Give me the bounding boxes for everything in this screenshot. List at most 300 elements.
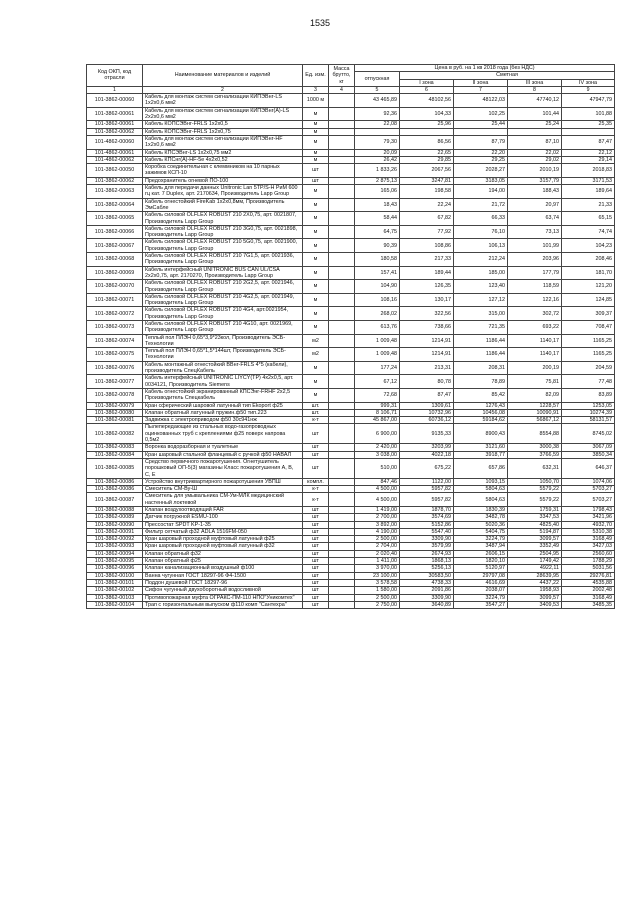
zone2-price-cell: 2038,07 [454, 587, 508, 594]
release-price-cell: 92,36 [355, 107, 400, 121]
unit-cell: м [303, 388, 329, 402]
release-price-cell: 104,90 [355, 280, 400, 294]
mass-cell [329, 458, 355, 478]
mass-cell [329, 424, 355, 444]
name-cell: Ванна чугунная ГОСТ 18297-96 Ф4-1500 [143, 572, 303, 579]
unit-cell: м [303, 121, 329, 128]
release-price-cell: 613,76 [355, 320, 400, 334]
zone1-price-cell: 5256,13 [400, 565, 454, 572]
zone4-price-cell: 3067,09 [562, 444, 615, 451]
zone2-price-cell: 194,00 [454, 185, 508, 199]
unit-cell: компл. [303, 478, 329, 485]
table-row [87, 514, 615, 521]
code-cell: 101-3862-00076 [87, 361, 143, 375]
unit-cell: шт [303, 594, 329, 601]
unit-cell: 1000 м [303, 94, 329, 108]
mass-cell [329, 451, 355, 458]
code-cell: 101-3862-00089 [87, 514, 143, 521]
mass-cell [329, 558, 355, 565]
name-cell: Кабель силовой OLFLEX ROBUST 210 4G10, арт. 0021969, Производитель Lapp Group [143, 320, 303, 334]
code-cell: 101-3862-00078 [87, 388, 143, 402]
zone1-price-cell: 22,24 [400, 198, 454, 212]
zone3-price-cell [508, 128, 562, 135]
zone3-price-cell: 118,59 [508, 280, 562, 294]
zone1-price-cell: 217,33 [400, 253, 454, 267]
code-cell: 101-3862-00050 [87, 164, 143, 178]
unit-cell: м [303, 320, 329, 334]
zone2-price-cell: 3482,78 [454, 514, 508, 521]
zone3-price-cell: 25,24 [508, 121, 562, 128]
unit-cell: м [303, 307, 329, 321]
column-number: 8 [508, 86, 562, 93]
table-row [87, 375, 615, 389]
unit-cell: м [303, 266, 329, 280]
unit-cell: шт [303, 601, 329, 608]
zone1-price-cell: 4022,18 [400, 451, 454, 458]
zone2-price-cell: 66,33 [454, 212, 508, 226]
column-number: 2 [143, 86, 303, 93]
zone4-price-cell: 74,74 [562, 225, 615, 239]
table-row [87, 550, 615, 557]
zone3-price-cell: 177,79 [508, 266, 562, 280]
release-price-cell: 2 500,00 [355, 594, 400, 601]
zone2-price-cell [454, 128, 508, 135]
unit-cell: шт [303, 164, 329, 178]
zone2-price-cell: 8900,43 [454, 424, 508, 444]
name-cell: Кабель силовой OLFLEX ROBUST 210 3G0,75, арт. 0021898, Производитель Lapp Group [143, 225, 303, 239]
release-price-cell: 847,46 [355, 478, 400, 485]
code-cell: 101-3862-00103 [87, 594, 143, 601]
column-number: 5 [355, 86, 400, 93]
name-cell: Кран шаровый стальной фланцевый с ручкой ф50 НАВАЛ [143, 451, 303, 458]
name-cell: Кабель монтажный огнестойкий ВВнг-FRLS 4*5 (кабели), производитель СпецКабель [143, 361, 303, 375]
mass-cell [329, 293, 355, 307]
name-cell: Кабель силовой OLFLEX ROBUST 210 2G2,5, арт. 0021946, Производитель Lapp Group [143, 280, 303, 294]
zone4-price-cell: 3485,35 [562, 601, 615, 608]
table-row [87, 536, 615, 543]
zone3-price-cell: 56867,12 [508, 417, 562, 424]
zone1-price-cell: 29,85 [400, 156, 454, 163]
release-price-cell: 180,58 [355, 253, 400, 267]
zone3-price-cell: 82,09 [508, 388, 562, 402]
zone4-price-cell: 47947,79 [562, 94, 615, 108]
zone1-price-cell: 77,92 [400, 225, 454, 239]
table-row [87, 280, 615, 294]
zone1-price-cell: 738,66 [400, 320, 454, 334]
zone3-price-cell: 3409,53 [508, 601, 562, 608]
zone2-price-cell: 102,25 [454, 107, 508, 121]
zone3-price-cell: 1140,17 [508, 334, 562, 348]
code-cell: 101-3862-00071 [87, 293, 143, 307]
zone4-price-cell: 21,33 [562, 198, 615, 212]
mass-cell [329, 149, 355, 156]
zone1-price-cell: 30583,50 [400, 572, 454, 579]
zone1-price-cell: 675,22 [400, 458, 454, 478]
zone3-price-cell: 3352,49 [508, 543, 562, 550]
zone1-price-cell: 126,35 [400, 280, 454, 294]
table-row [87, 417, 615, 424]
zone4-price-cell: 25,35 [562, 121, 615, 128]
unit-cell: м2 [303, 334, 329, 348]
unit-cell: м [303, 239, 329, 253]
name-cell: Клапан канализационный воздушный ф100 [143, 565, 303, 572]
mass-cell [329, 156, 355, 163]
column-number: 6 [400, 86, 454, 93]
zone1-price-cell: 10732,96 [400, 409, 454, 416]
release-price-cell: 177,24 [355, 361, 400, 375]
name-cell: Коробка соединительная с клеммником на 10 парных зажимов КСП-10 [143, 164, 303, 178]
zone1-price-cell: 22,65 [400, 149, 454, 156]
header-release: отпускная [355, 72, 400, 87]
zone1-price-cell: 213,31 [400, 361, 454, 375]
release-price-cell: 3 970,00 [355, 565, 400, 572]
zone4-price-cell: 4932,70 [562, 521, 615, 528]
name-cell: Кабель силовой OLFLEX ROBUST 210 7G1,5, арт. 0021936, Производитель Lapp Group [143, 253, 303, 267]
zone1-price-cell: 3640,89 [400, 601, 454, 608]
unit-cell: шт [303, 444, 329, 451]
zone1-price-cell: 1868,13 [400, 558, 454, 565]
table-row [87, 225, 615, 239]
name-cell: Пылепередающие из стальных водо-газопроводных оцинкованных труб с креплениями ф25 поверх напрова 0,5м2 [143, 424, 303, 444]
release-price-cell [355, 128, 400, 135]
table-row [87, 424, 615, 444]
mass-cell [329, 375, 355, 389]
column-number: 7 [454, 86, 508, 93]
zone1-price-cell: 1214,91 [400, 348, 454, 362]
zone2-price-cell: 5804,63 [454, 493, 508, 507]
zone4-price-cell: 104,23 [562, 239, 615, 253]
zone4-price-cell: 2018,83 [562, 164, 615, 178]
zone3-price-cell: 188,43 [508, 185, 562, 199]
unit-cell: шт. [303, 409, 329, 416]
zone1-price-cell: 1309,61 [400, 402, 454, 409]
table-row [87, 94, 615, 108]
zone1-price-cell: 3247,81 [400, 177, 454, 184]
zone1-price-cell: 4738,33 [400, 579, 454, 586]
release-price-cell: 1 009,48 [355, 334, 400, 348]
name-cell: Кабель для передачи данных Unitronic Lan 5TP/S-H РиМ 600 гц кат. 7 Duplex, арт. 2170634, Производитель Lapp Group [143, 185, 303, 199]
mass-cell [329, 572, 355, 579]
zone2-price-cell: 10456,08 [454, 409, 508, 416]
zone1-price-cell: 3574,69 [400, 514, 454, 521]
code-cell: 101-3862-00067 [87, 239, 143, 253]
zone2-price-cell: 76,10 [454, 225, 508, 239]
code-cell: 101-3862-00101 [87, 579, 143, 586]
zone1-price-cell: 80,78 [400, 375, 454, 389]
zone4-price-cell: 1798,43 [562, 507, 615, 514]
unit-cell: м [303, 198, 329, 212]
code-cell: 101-3862-00094 [87, 550, 143, 557]
zone3-price-cell: 1050,70 [508, 478, 562, 485]
zone4-price-cell: 1165,25 [562, 348, 615, 362]
mass-cell [329, 107, 355, 121]
zone2-price-cell: 3547,27 [454, 601, 508, 608]
table-row [87, 572, 615, 579]
unit-cell: шт. [303, 402, 329, 409]
code-cell: 101-3862-00086 [87, 486, 143, 493]
zone3-price-cell: 3000,38 [508, 444, 562, 451]
mass-cell [329, 239, 355, 253]
name-cell: Кабель силовой OLFLEX ROBUST 210 4G4, арт.0021954, Производитель Lapp Group [143, 307, 303, 321]
zone4-price-cell: 3168,49 [562, 536, 615, 543]
release-price-cell: 6 900,00 [355, 424, 400, 444]
code-cell: 101-3862-00084 [87, 451, 143, 458]
table-row [87, 156, 615, 163]
zone3-price-cell: 20,97 [508, 198, 562, 212]
zone4-price-cell: 77,48 [562, 375, 615, 389]
code-cell: 101-3862-00087 [87, 493, 143, 507]
mass-cell [329, 507, 355, 514]
zone3-price-cell: 5579,22 [508, 493, 562, 507]
zone4-price-cell: 5703,27 [562, 493, 615, 507]
name-cell: Кабель силовой OLFLEX ROBUST 210 4G2,5, арт. 0021949, Производитель Lapp Group [143, 293, 303, 307]
table-row [87, 135, 615, 149]
code-cell: 101-3862-00066 [87, 225, 143, 239]
zone4-price-cell [562, 128, 615, 135]
zone4-price-cell: 101,88 [562, 107, 615, 121]
header-zone-2: II зона [454, 79, 508, 86]
zone4-price-cell: 58131,57 [562, 417, 615, 424]
zone1-price-cell: 130,17 [400, 293, 454, 307]
zone1-price-cell: 3309,90 [400, 594, 454, 601]
zone1-price-cell: 60736,12 [400, 417, 454, 424]
name-cell: Кран шаровый проходной муфтовый латунный ф32 [143, 543, 303, 550]
zone4-price-cell: 65,15 [562, 212, 615, 226]
release-price-cell: 18,43 [355, 198, 400, 212]
unit-cell: к-т [303, 417, 329, 424]
table-row [87, 320, 615, 334]
zone1-price-cell: 5152,86 [400, 521, 454, 528]
zone3-price-cell: 4922,11 [508, 565, 562, 572]
unit-cell: шт [303, 558, 329, 565]
name-cell: Кабель огнестойкий FireKab 1х2х0,8мм, Производитель ЭмСаблe [143, 198, 303, 212]
table-row [87, 334, 615, 348]
zone4-price-cell: 5703,27 [562, 486, 615, 493]
code-cell: 101-3862-00096 [87, 565, 143, 572]
unit-cell: шт [303, 543, 329, 550]
table-row [87, 361, 615, 375]
release-price-cell: 4 500,00 [355, 493, 400, 507]
code-cell: 101-3862-00079 [87, 402, 143, 409]
mass-cell [329, 579, 355, 586]
zone1-price-cell: 198,58 [400, 185, 454, 199]
zone2-price-cell: 106,13 [454, 239, 508, 253]
zone2-price-cell: 3224,79 [454, 536, 508, 543]
release-price-cell: 2 750,00 [355, 601, 400, 608]
table-row [87, 388, 615, 402]
table-row [87, 478, 615, 485]
name-cell: Кабель КПСЭВнг-LS 1х2х0,75 мм2 [143, 149, 303, 156]
table-row [87, 402, 615, 409]
zone3-price-cell: 122,16 [508, 293, 562, 307]
zone4-price-cell: 5310,38 [562, 528, 615, 535]
zone4-price-cell: 708,47 [562, 320, 615, 334]
unit-cell: м [303, 212, 329, 226]
zone2-price-cell: 185,00 [454, 266, 508, 280]
mass-cell [329, 225, 355, 239]
zone3-price-cell: 4437,22 [508, 579, 562, 586]
zone1-price-cell: 2674,93 [400, 550, 454, 557]
release-price-cell: 72,68 [355, 388, 400, 402]
zone3-price-cell: 4825,40 [508, 521, 562, 528]
zone1-price-cell: 104,33 [400, 107, 454, 121]
zone4-price-cell: 3421,96 [562, 514, 615, 521]
code-cell: 101-3862-00070 [87, 280, 143, 294]
zone3-price-cell: 63,74 [508, 212, 562, 226]
name-cell: Устройство внутриквартирного пожаротушения УВПШ [143, 478, 303, 485]
zone2-price-cell: 2028,27 [454, 164, 508, 178]
release-price-cell: 1 411,00 [355, 558, 400, 565]
unit-cell: шт [303, 507, 329, 514]
unit-cell: м [303, 375, 329, 389]
code-cell: 101-3862-00085 [87, 458, 143, 478]
zone4-price-cell: 8745,02 [562, 424, 615, 444]
zone2-price-cell: 721,35 [454, 320, 508, 334]
zone3-price-cell: 8554,88 [508, 424, 562, 444]
page-number: 1535 [309, 18, 331, 28]
code-cell: 101-3862-00064 [87, 198, 143, 212]
mass-cell [329, 402, 355, 409]
release-price-cell: 2 420,00 [355, 444, 400, 451]
zone2-price-cell: 29797,08 [454, 572, 508, 579]
table-row [87, 528, 615, 535]
release-price-cell: 58,44 [355, 212, 400, 226]
zone1-price-cell: 1122,00 [400, 478, 454, 485]
table-row [87, 493, 615, 507]
release-price-cell: 79,30 [355, 135, 400, 149]
name-cell: Клапан обратный ф25 [143, 558, 303, 565]
zone1-price-cell: 189,44 [400, 266, 454, 280]
unit-cell: м [303, 225, 329, 239]
unit-cell: м [303, 149, 329, 156]
release-price-cell: 2 020,40 [355, 550, 400, 557]
mass-cell [329, 212, 355, 226]
name-cell: Предохранитель огневой ПО-100 [143, 177, 303, 184]
zone2-price-cell: 5020,36 [454, 521, 508, 528]
zone2-price-cell: 5120,97 [454, 565, 508, 572]
zone4-price-cell: 5031,56 [562, 565, 615, 572]
zone4-price-cell: 3427,03 [562, 543, 615, 550]
zone1-price-cell: 5957,82 [400, 486, 454, 493]
name-cell: Кабель огнестойкий экранированный КПСЭнг-FRHF 2х2,5 Производитель Спецкабель [143, 388, 303, 402]
zone4-price-cell: 3168,49 [562, 594, 615, 601]
name-cell: Противопожарная муфта ОГРАКС-ПМ-110 НПО"Уникомтех" [143, 594, 303, 601]
zone4-price-cell: 29,14 [562, 156, 615, 163]
release-price-cell: 3 578,58 [355, 579, 400, 586]
unit-cell: шт [303, 565, 329, 572]
code-cell: 101-3862-00061 [87, 121, 143, 128]
table-row [87, 239, 615, 253]
name-cell: Датчик погружной ESMU-100 [143, 514, 303, 521]
release-price-cell: 157,41 [355, 266, 400, 280]
mass-cell [329, 320, 355, 334]
zone4-price-cell: 29276,81 [562, 572, 615, 579]
mass-cell [329, 550, 355, 557]
zone1-price-cell: 25,96 [400, 121, 454, 128]
header-code: Код ОКП, код отрасли [87, 65, 143, 87]
code-cell: 101-3862-00069 [87, 266, 143, 280]
zone3-price-cell: 47740,12 [508, 94, 562, 108]
name-cell: Теплый пол ПЛЭН 0,65*1,5*144шт, Производитель ЭСБ-Технологии [143, 348, 303, 362]
zone1-price-cell [400, 128, 454, 135]
code-cell: 101-3862-00093 [87, 543, 143, 550]
unit-cell: шт [303, 451, 329, 458]
zone3-price-cell: 3766,59 [508, 451, 562, 458]
header-mass: Масса брутто, кг [329, 65, 355, 87]
mass-cell [329, 94, 355, 108]
release-price-cell: 43 465,89 [355, 94, 400, 108]
release-price-cell: 3 038,00 [355, 451, 400, 458]
zone2-price-cell: 1830,39 [454, 507, 508, 514]
unit-cell: м [303, 253, 329, 267]
code-cell: 101-4862-00060 [87, 135, 143, 149]
zone3-price-cell: 73,13 [508, 225, 562, 239]
zone4-price-cell: 124,85 [562, 293, 615, 307]
zone4-price-cell: 3171,53 [562, 177, 615, 184]
zone1-price-cell: 2067,56 [400, 164, 454, 178]
mass-cell [329, 521, 355, 528]
release-price-cell: 8 106,71 [355, 409, 400, 416]
unit-cell: м [303, 135, 329, 149]
table-row [87, 348, 615, 362]
code-cell: 101-3862-00081 [87, 417, 143, 424]
name-cell: Кабель для монтаж систем сигнализации КИПЭВнг-LS 1х2х0,6 мм2 [143, 94, 303, 108]
price-table [86, 64, 615, 609]
zone1-price-cell: 1878,70 [400, 507, 454, 514]
zone3-price-cell: 1228,57 [508, 402, 562, 409]
mass-cell [329, 478, 355, 485]
zone4-price-cell: 1788,29 [562, 558, 615, 565]
zone2-price-cell: 212,24 [454, 253, 508, 267]
release-price-cell: 165,06 [355, 185, 400, 199]
column-number: 1 [87, 86, 143, 93]
zone2-price-cell: 3224,79 [454, 594, 508, 601]
zone2-price-cell: 1093,15 [454, 478, 508, 485]
table-row [87, 587, 615, 594]
release-price-cell: 3 892,00 [355, 521, 400, 528]
zone1-price-cell: 9135,33 [400, 424, 454, 444]
zone4-price-cell: 208,46 [562, 253, 615, 267]
column-number: 9 [562, 86, 615, 93]
name-cell: Кабель интерфейсный UNITRONIC LIYCY(TP) 4х2х0,5, арт. 0034121, Производитель Siemens [143, 375, 303, 389]
zone2-price-cell: 29,25 [454, 156, 508, 163]
zone1-price-cell: 3203,99 [400, 444, 454, 451]
zone1-price-cell: 3309,90 [400, 536, 454, 543]
code-cell: 101-3862-00104 [87, 601, 143, 608]
code-cell: 101-3862-00083 [87, 444, 143, 451]
mass-cell [329, 493, 355, 507]
zone3-price-cell: 10090,91 [508, 409, 562, 416]
table-row [87, 601, 615, 608]
mass-cell [329, 135, 355, 149]
table-header [87, 65, 615, 94]
code-cell: 101-3862-00092 [87, 536, 143, 543]
zone3-price-cell: 5194,87 [508, 528, 562, 535]
header-zone-4: IV зона [562, 79, 615, 86]
code-cell: 101-3862-00090 [87, 521, 143, 528]
zone3-price-cell: 203,96 [508, 253, 562, 267]
table-row [87, 507, 615, 514]
name-cell: Клапан обратный латунный пружин.ф50 тип.223 [143, 409, 303, 416]
unit-cell: шт [303, 458, 329, 478]
zone4-price-cell: 22,12 [562, 149, 615, 156]
name-cell: Кабель для монтаж систем сигнализации КИПЭВнг-НF 1х2х0,6 мм2 [143, 135, 303, 149]
mass-cell [329, 280, 355, 294]
code-cell: 101-3862-00102 [87, 587, 143, 594]
code-cell: 101-3862-00077 [87, 375, 143, 389]
code-cell: 101-3862-00061 [87, 107, 143, 121]
zone2-price-cell: 123,40 [454, 280, 508, 294]
